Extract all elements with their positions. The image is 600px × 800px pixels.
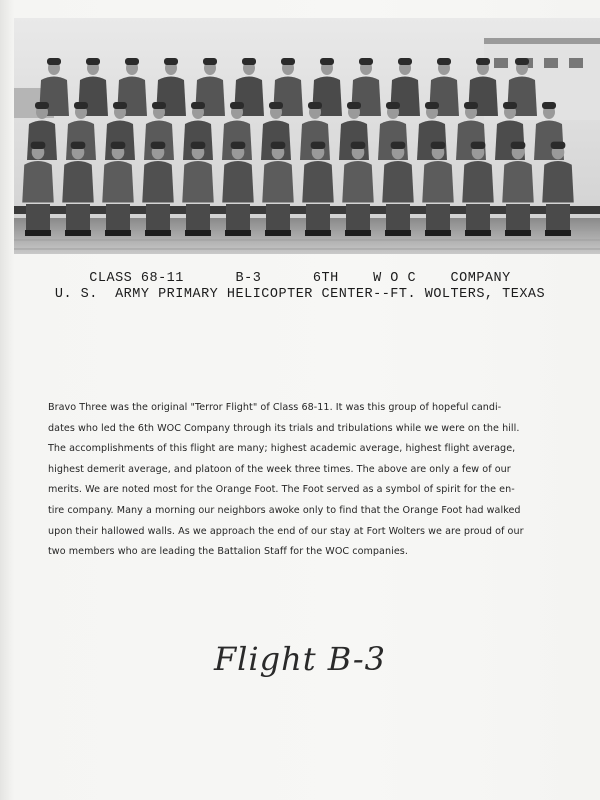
body-line: merits. We are noted most for the Orange Foot. The Foot served as a symbol of spirit for the en-	[48, 484, 515, 496]
soldier-legs	[346, 204, 370, 232]
soldier-boots	[265, 230, 291, 236]
soldier-boots	[145, 230, 171, 236]
soldier-legs	[306, 204, 330, 232]
group-photo	[14, 18, 600, 254]
soldier-boots	[465, 230, 491, 236]
soldier-boots	[105, 230, 131, 236]
body-line: tire company. Many a morning our neighbors awoke only to find that the Orange Foot had walked	[48, 504, 521, 516]
body-line: upon their hallowed walls. As we approach the end of our stay at Fort Wolters we are proud of our	[48, 525, 524, 537]
building	[484, 40, 600, 120]
soldier-legs	[186, 204, 210, 232]
soldier-boots	[25, 230, 51, 236]
flight-title: Flight B-3	[213, 640, 387, 678]
soldier-legs	[266, 204, 290, 232]
soldier-boots	[305, 230, 331, 236]
body-line: The accomplishments of this flight are many; highest academic average, highest flight average,	[48, 443, 516, 455]
soldier-legs	[106, 204, 130, 232]
soldier-legs	[226, 204, 250, 232]
soldier-boots	[65, 230, 91, 236]
soldier-legs	[386, 204, 410, 232]
soldier-legs	[466, 204, 490, 232]
caption-line-1: CLASS 68-11 B-3 6TH W O C COMPANY	[89, 271, 511, 286]
body-line: Bravo Three was the original "Terror Flight" of Class 68-11. It was this group of hopeful candi-	[48, 402, 502, 413]
body-paragraph	[48, 398, 556, 563]
soldier-boots	[385, 230, 411, 236]
soldier-boots	[505, 230, 531, 236]
soldier-legs	[546, 204, 570, 232]
soldier-boots	[345, 230, 371, 236]
soldier-legs	[26, 204, 50, 232]
soldier-boots	[225, 230, 251, 236]
soldier-boots	[185, 230, 211, 236]
soldier-boots	[545, 230, 571, 236]
body-line: dates who led the 6th WOC Company through its trials and tribulations while we were on the hill.	[48, 422, 520, 434]
soldier-legs	[66, 204, 90, 232]
soldier-boots	[425, 230, 451, 236]
soldier-legs	[506, 204, 530, 232]
body-line: two members who are leading the Battalion Staff for the WOC companies.	[48, 546, 408, 558]
body-line: highest demerit average, and platoon of the week three times. The above are only a few of our	[48, 463, 511, 475]
caption-line-2: U. S. ARMY PRIMARY HELICOPTER CENTER--FT. WOLTERS, TEXAS	[54, 287, 546, 302]
soldier-legs	[146, 204, 170, 232]
soldier-legs	[426, 204, 450, 232]
